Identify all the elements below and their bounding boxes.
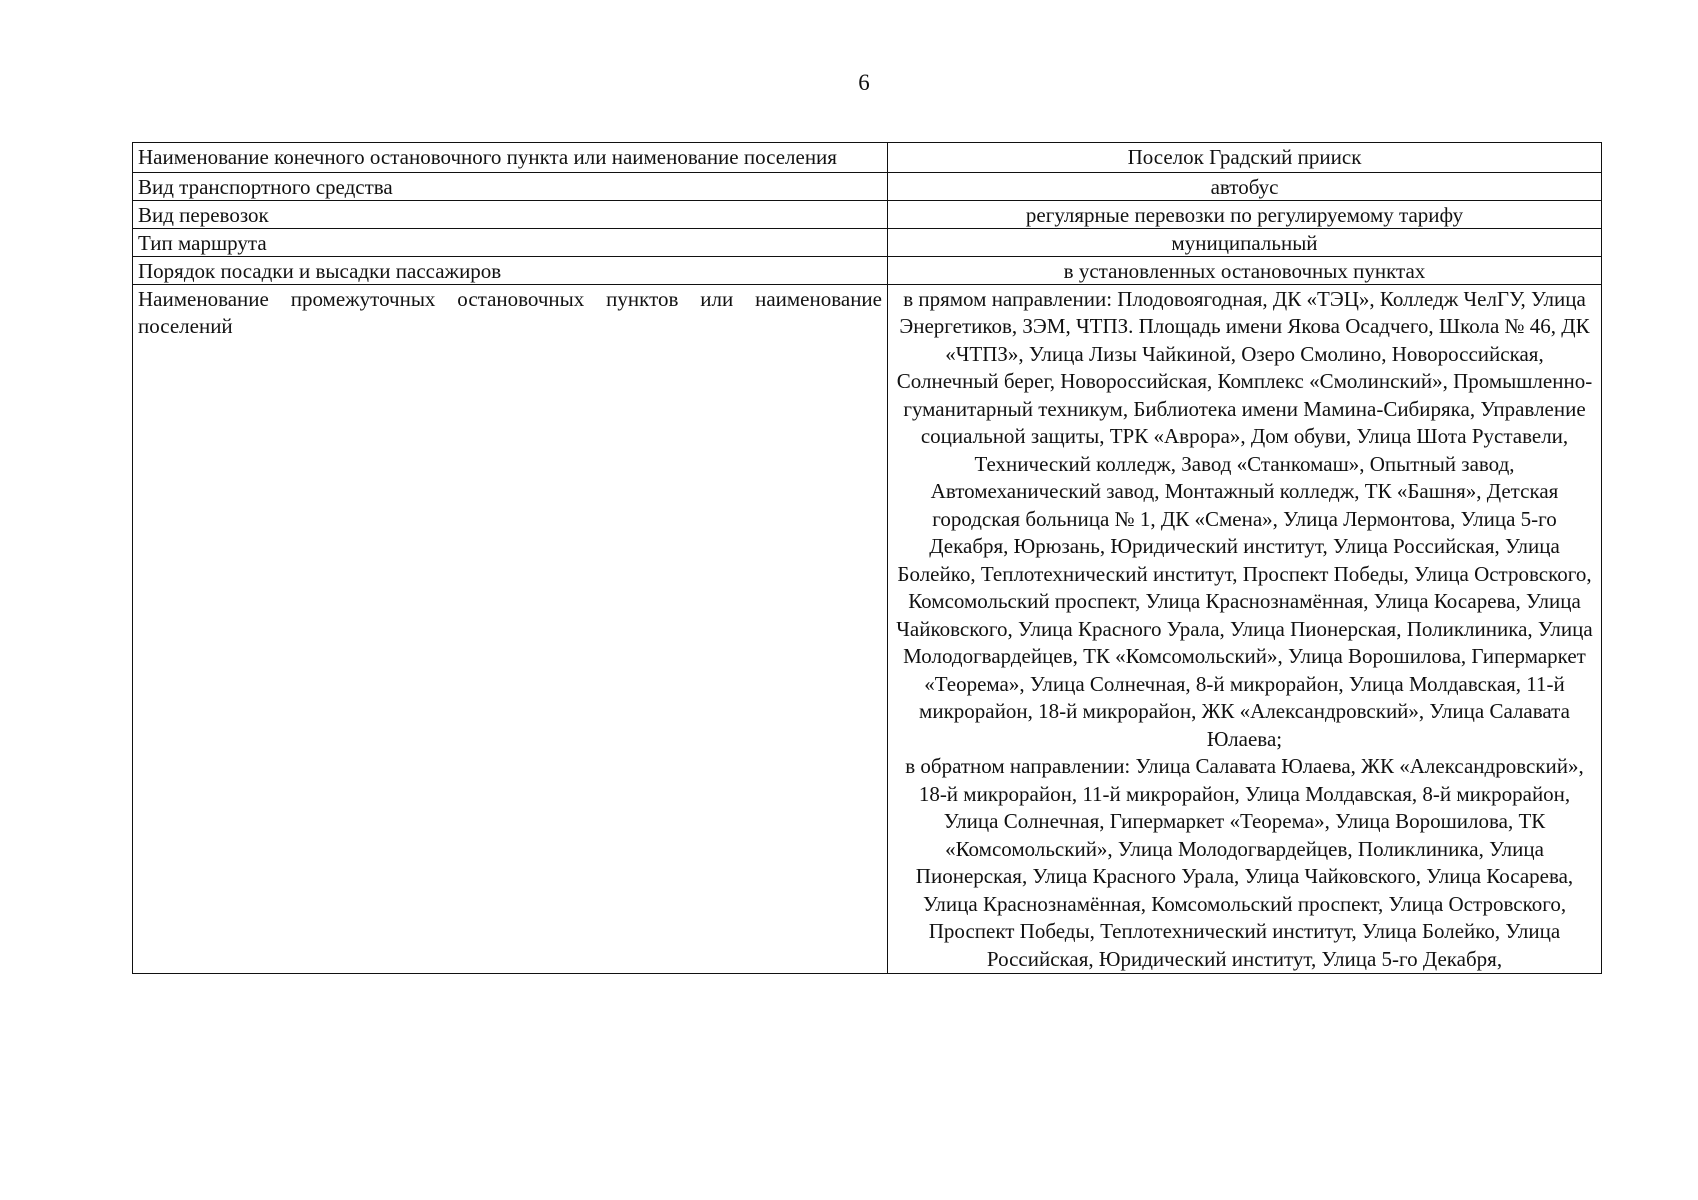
- table-row: [133, 256, 1602, 284]
- table-row: [133, 228, 1602, 256]
- row-label-intermediate-stops: Наименование промежуточных остановочных пунктов или наименование поселений: [133, 284, 888, 974]
- stops-forward-direction: в прямом направлении: Плодовоягодная, ДК «ТЭЦ», Колледж ЧелГУ, Улица Энергетиков, ЗЭМ, ЧТПЗ. Площадь имени Якова Осадчего, Школа № 46, ДК «ЧТПЗ», Улица Лизы Чайкиной, Озеро Смолино, Новороссийская, Солнечный берег, Новороссийская, Комплекс «Смолинский», Промышленно-гуманитарный техникум, Библиотека имени Мамина-Сибиряка, Управление социальной защиты, ТРК «Аврора», Дом обуви, Улица Шота Руставели, Технический колледж, Завод «Станкомаш», Опытный завод, Автомеханический завод, Монтажный колледж, ТК «Башня», Детская городская больница № 1, ДК «Смена», Улица Лермонтова, Улица 5-го Декабря, Юрюзань, Юридический институт, Улица Российская, Улица Болейко, Теплотехнический институт, Проспект Победы, Улица Островского, Комсомольский проспект, Улица Краснознамённая, Улица Косарева, Улица Чайковского, Улица Красного Урала, Улица Пионерская, Поликлиника, Улица Молодогвардейцев, ТК «Комсомольский», Улица Ворошилова, Гипермаркет «Теорема», Улица Солнечная, 8-й микрорайон, Улица Молдавская, 11-й микрорайон, 18-й микрорайон, ЖК «Александровский», Улица Салавата Юлаева;: [896, 286, 1593, 751]
- row-value-route-type: муниципальный: [888, 228, 1602, 256]
- table-row: [133, 284, 1602, 974]
- table-row: [133, 143, 1602, 173]
- row-label-route-type: Тип маршрута: [133, 228, 888, 256]
- stops-reverse-direction: в обратном направлении: Улица Салавата Юлаева, ЖК «Александровский», 18-й микрорайон, 11-й микрорайон, Улица Молдавская, 8-й микрорайон, Улица Солнечная, Гипермаркет «Теорема», Улица Ворошилова, ТК «Комсомольский», Улица Молодогвардейцев, Поликлиника, Улица Пионерская, Улица Красного Урала, Улица Чайковского, Улица Косарева, Улица Краснознамённая, Комсомольский проспект, Улица Островского, Проспект Победы, Теплотехнический институт, Улица Болейко, Улица Российская, Юридический институт, Улица 5-го Декабря,: [905, 754, 1584, 971]
- row-value-boarding-order: в установленных остановочных пунктах: [888, 256, 1602, 284]
- row-value-intermediate-stops: [888, 284, 1602, 974]
- row-value-terminal-stop: Поселок Градский прииск: [888, 143, 1602, 173]
- row-value-transport-kind: регулярные перевозки по регулируемому тарифу: [888, 200, 1602, 228]
- page-number: 6: [858, 70, 870, 95]
- table-row: [133, 200, 1602, 228]
- row-label-terminal-stop: Наименование конечного остановочного пункта или наименование поселения: [133, 143, 888, 173]
- row-label-vehicle-type: Вид транспортного средства: [133, 172, 888, 200]
- row-value-vehicle-type: автобус: [888, 172, 1602, 200]
- row-label-transport-kind: Вид перевозок: [133, 200, 888, 228]
- route-passport-table: [132, 142, 1602, 974]
- table-row: [133, 172, 1602, 200]
- row-label-boarding-order: Порядок посадки и высадки пассажиров: [133, 256, 888, 284]
